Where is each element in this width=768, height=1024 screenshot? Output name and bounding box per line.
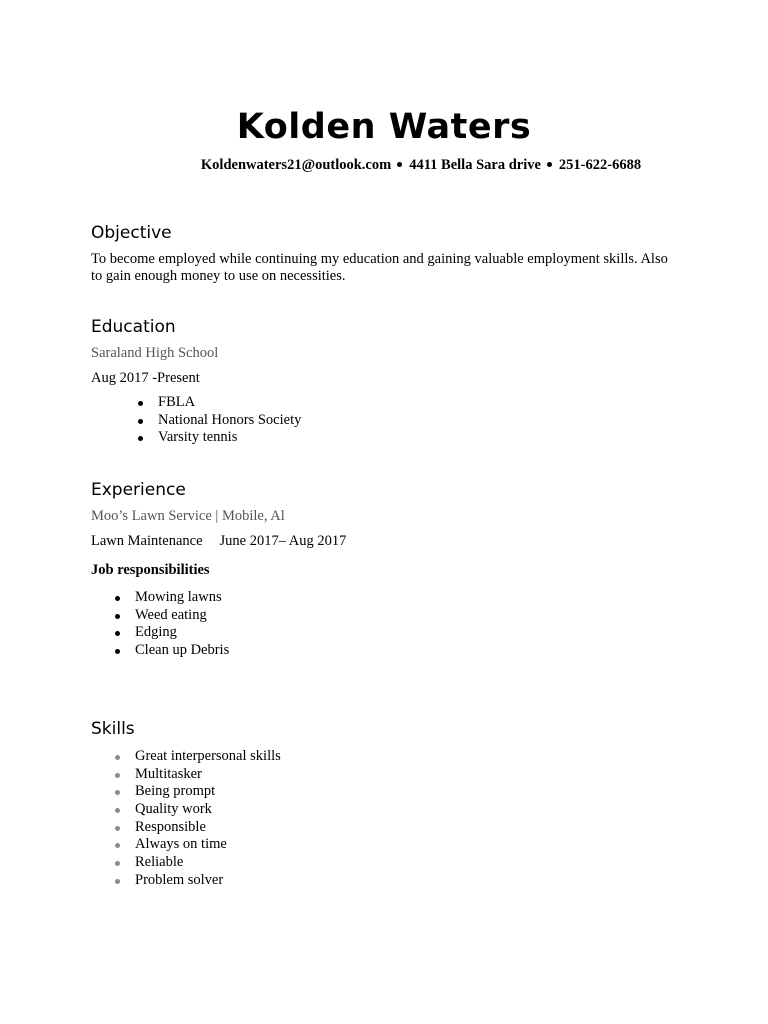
list-item: FBLA	[136, 394, 301, 412]
job-responsibilities-label: Job responsibilities	[91, 562, 210, 578]
bullet-separator-icon	[547, 162, 552, 167]
education-dates: Aug 2017 -Present	[91, 370, 200, 386]
list-item: Problem solver	[113, 872, 281, 890]
contact-phone: 251-622-6688	[558, 157, 642, 173]
list-item: Weed eating	[113, 607, 229, 625]
education-activities-list	[136, 394, 301, 447]
list-item: Being prompt	[113, 783, 281, 801]
job-responsibilities-list	[113, 589, 229, 660]
list-item: Quality work	[113, 801, 281, 819]
bullet-separator-icon	[397, 162, 402, 167]
objective-text: To become employed while continuing my education and gaining valuable employment skills. Also to gain enough money to use on necessities.	[91, 251, 668, 284]
skills-list	[113, 748, 281, 890]
skills-heading: Skills	[91, 719, 135, 739]
experience-role: Lawn Maintenance	[91, 533, 203, 549]
objective-heading: Objective	[91, 223, 172, 243]
contact-address: 4411 Bella Sara drive	[409, 157, 541, 173]
list-item: Responsible	[113, 819, 281, 837]
contact-line	[0, 156, 768, 174]
list-item: Edging	[113, 624, 229, 642]
resume-name: Kolden Waters	[236, 107, 532, 147]
list-item: Reliable	[113, 854, 281, 872]
list-item: National Honors Society	[136, 412, 301, 430]
list-item: Clean up Debris	[113, 642, 229, 660]
education-heading: Education	[91, 317, 176, 337]
list-item: Great interpersonal skills	[113, 748, 281, 766]
education-school: Saraland High School	[91, 345, 219, 361]
list-item: Mowing lawns	[113, 589, 229, 607]
list-item: Varsity tennis	[136, 429, 301, 447]
list-item: Always on time	[113, 836, 281, 854]
experience-role-line	[91, 532, 346, 550]
list-item: Multitasker	[113, 766, 281, 784]
experience-heading: Experience	[91, 480, 186, 500]
experience-dates: June 2017– Aug 2017	[219, 533, 347, 549]
contact-email: Koldenwaters21@outlook.com	[200, 157, 392, 173]
experience-employer: Moo’s Lawn Service | Mobile, Al	[91, 508, 285, 524]
